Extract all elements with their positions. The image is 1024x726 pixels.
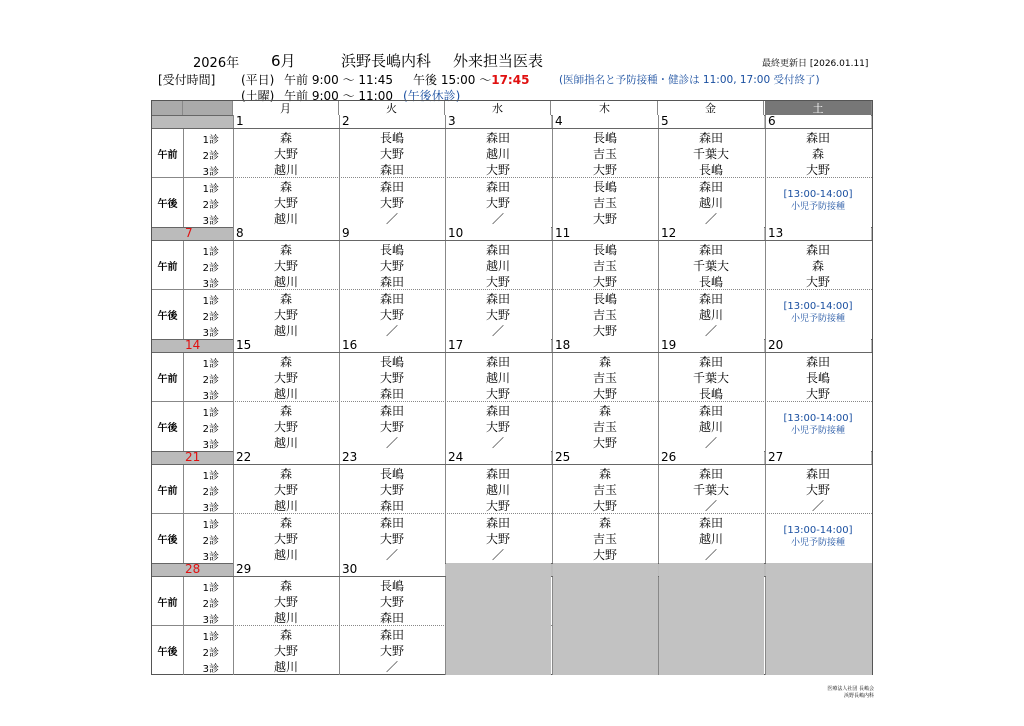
doctor-name: 森田 (379, 163, 404, 177)
doctor-name: 越川 (485, 147, 510, 161)
date-cell: 11 (552, 227, 658, 240)
slot-label: 1診 (202, 184, 219, 195)
doctor-name: 越川 (273, 660, 298, 674)
doctor-name: 森田 (698, 404, 723, 418)
doctor-name: 越川 (273, 548, 298, 562)
doctor-name: 大野 (805, 275, 830, 289)
sunday-date: 28 (185, 562, 201, 576)
day-header: 水 (445, 101, 551, 116)
session-label-am: 午前 (157, 598, 178, 609)
doctor-name: 森 (279, 628, 292, 642)
doctor-name: 大野 (592, 387, 617, 401)
date-cell: 4 (552, 115, 658, 128)
day-header: 木 (552, 101, 658, 116)
doctor-name: 森 (598, 516, 611, 530)
doctor-name: 越川 (485, 259, 510, 273)
date-cell: 23 (339, 451, 445, 464)
grid-line (183, 129, 184, 227)
doctor-name: 大野 (592, 212, 617, 226)
doctor-name: 大野 (485, 163, 510, 177)
date-cell: 20 (765, 339, 871, 352)
doctor-name: 森田 (698, 467, 723, 481)
vaccination-label: 小児予防接種 (790, 538, 845, 548)
doctor-name: 長嶋 (379, 131, 404, 145)
doctor-name: 森田 (379, 275, 404, 289)
slot-label: 1診 (202, 632, 219, 643)
hours-label: [受付時間] (158, 73, 216, 87)
doctor-name: 大野 (592, 436, 617, 450)
doctor-name: 森田 (379, 404, 404, 418)
slot-label: 1診 (202, 359, 219, 370)
slot-label: 2診 (202, 599, 219, 610)
sunday-date: 14 (185, 338, 201, 352)
session-separator (152, 401, 233, 402)
session-label-am: 午前 (157, 374, 178, 385)
doctor-name: 森田 (379, 516, 404, 530)
doctor-name: 長嶋 (592, 292, 617, 306)
date-cell: 10 (445, 227, 551, 240)
slot-label: 3診 (202, 167, 219, 178)
weekday-am-hours: 午前 9:00 ～ 11:45 (284, 73, 393, 87)
doctor-name: ／ (811, 499, 824, 513)
doctor-name: 長嶋 (592, 180, 617, 194)
doctor-name: 大野 (485, 532, 510, 546)
slot-label: 1診 (202, 520, 219, 531)
doctor-name: ／ (385, 212, 398, 226)
doctor-name: 森 (811, 259, 824, 273)
pediatric-vaccination (765, 188, 871, 213)
doctor-name: 大野 (273, 532, 298, 546)
slot-label: 2診 (202, 263, 219, 274)
date-cell: 9 (339, 227, 445, 240)
doctor-name: 吉玉 (592, 371, 617, 385)
doctor-name: 森田 (379, 180, 404, 194)
date-cell: 16 (339, 339, 445, 352)
sunday-date: 21 (185, 450, 201, 464)
doctor-name: 越川 (273, 611, 298, 625)
date-cell: 18 (552, 339, 658, 352)
empty-cell (766, 563, 872, 675)
doctor-name: 森 (279, 355, 292, 369)
slot-label: 3診 (202, 615, 219, 626)
date-cell: 5 (658, 115, 764, 128)
header-corner-session (152, 101, 183, 116)
slot-label: 3診 (202, 440, 219, 451)
doctor-name: 吉玉 (592, 420, 617, 434)
session-label-pm: 午後 (157, 423, 178, 434)
doctor-name: 森 (279, 579, 292, 593)
slot-label: 2診 (202, 375, 219, 386)
doctor-name: 森田 (485, 180, 510, 194)
vaccination-time: [13:00-14:00] (783, 189, 853, 200)
date-cell: 29 (233, 563, 339, 576)
doctor-name: 吉玉 (592, 483, 617, 497)
date-cell: 2 (339, 115, 445, 128)
doctor-name: 森 (811, 147, 824, 161)
doctor-name: 森田 (379, 628, 404, 642)
session-label-pm: 午後 (157, 535, 178, 546)
vaccination-label: 小児予防接種 (790, 426, 845, 436)
doctor-name: 大野 (485, 499, 510, 513)
sunday-date: 7 (185, 226, 193, 240)
doctor-name: ／ (704, 212, 717, 226)
doctor-name: ／ (704, 499, 717, 513)
doctor-name: 大野 (485, 196, 510, 210)
vaccination-time: [13:00-14:00] (783, 301, 853, 312)
doctor-name: 森田 (698, 131, 723, 145)
doctor-name: ／ (491, 436, 504, 450)
schedule-grid (151, 100, 873, 675)
doctor-name: 長嶋 (379, 355, 404, 369)
doctor-name: 大野 (805, 163, 830, 177)
vaccination-label: 小児予防接種 (790, 314, 845, 324)
doctor-name: 森 (279, 467, 292, 481)
date-cell: 26 (658, 451, 764, 464)
date-cell: 8 (233, 227, 339, 240)
doctor-name: ／ (704, 548, 717, 562)
doctor-name: 大野 (485, 308, 510, 322)
slot-label: 1診 (202, 471, 219, 482)
doctor-name: 森田 (379, 292, 404, 306)
doctor-name: 大野 (485, 275, 510, 289)
doctor-name: 大野 (805, 387, 830, 401)
date-cell: 12 (658, 227, 764, 240)
slot-label: 3診 (202, 552, 219, 563)
doctor-name: 大野 (485, 387, 510, 401)
doctor-name: 大野 (805, 483, 830, 497)
doctor-name: 越川 (273, 275, 298, 289)
clinic-name: 浜野長嶋内科 (341, 52, 432, 70)
doctor-name: 越川 (273, 436, 298, 450)
doctor-name: 大野 (592, 275, 617, 289)
saturday-note: (午後休診) (403, 89, 461, 103)
reception-note: (医師指名と予防接種・健診は 11:00, 17:00 受付終了) (559, 74, 820, 86)
doctor-name: 森田 (485, 516, 510, 530)
slot-label: 2診 (202, 200, 219, 211)
slot-label: 3診 (202, 328, 219, 339)
footer (827, 686, 874, 700)
date-cell: 17 (445, 339, 551, 352)
doctor-name: 森田 (485, 404, 510, 418)
day-header: 火 (339, 101, 445, 116)
session-label-pm: 午後 (157, 647, 178, 658)
doctor-name: 大野 (379, 420, 404, 434)
doctor-name: 森田 (485, 131, 510, 145)
slot-label: 3診 (202, 503, 219, 514)
slot-label: 1診 (202, 296, 219, 307)
doctor-name: 大野 (379, 196, 404, 210)
doctor-name: ／ (385, 548, 398, 562)
doctor-name: 森 (279, 292, 292, 306)
date-cell: 30 (339, 563, 445, 576)
footer-clinic: 浜野長嶋内科 (843, 693, 874, 699)
doctor-name: 森田 (805, 355, 830, 369)
doctor-name: 大野 (379, 644, 404, 658)
pediatric-vaccination (765, 524, 871, 549)
grid-line (183, 577, 184, 675)
slot-label: 1診 (202, 135, 219, 146)
slot-label: 1診 (202, 408, 219, 419)
slot-label: 3診 (202, 279, 219, 290)
doctor-name: 大野 (379, 259, 404, 273)
doctor-name: ／ (385, 436, 398, 450)
doctor-name: 長嶋 (592, 131, 617, 145)
empty-cell (553, 563, 658, 675)
doctor-name: 大野 (485, 420, 510, 434)
empty-cell (446, 563, 551, 675)
pediatric-vaccination (765, 300, 871, 325)
date-cell: 15 (233, 339, 339, 352)
doctor-name: 長嶋 (592, 243, 617, 257)
day-header: 土 (765, 101, 872, 116)
doctor-name: 長嶋 (805, 371, 830, 385)
doctor-name: 森 (279, 131, 292, 145)
doctor-name: 森田 (698, 292, 723, 306)
doctor-name: 大野 (592, 548, 617, 562)
doctor-name: 森 (598, 467, 611, 481)
doctor-name: 森田 (698, 516, 723, 530)
slot-label: 2診 (202, 312, 219, 323)
doctor-name: 長嶋 (698, 275, 723, 289)
grid-line (183, 353, 184, 451)
doctor-name: ／ (491, 212, 504, 226)
session-separator (152, 625, 233, 626)
doctor-name: ／ (385, 660, 398, 674)
doctor-name: ／ (385, 324, 398, 338)
doctor-name: 森 (279, 404, 292, 418)
doctor-name: 越川 (698, 308, 723, 322)
doctor-name: 大野 (273, 483, 298, 497)
slot-label: 1診 (202, 583, 219, 594)
doctor-name: 森田 (698, 243, 723, 257)
date-cell: 6 (765, 115, 871, 128)
slot-label: 3診 (202, 391, 219, 402)
saturday-am-hours: 午前 9:00 ～ 11:00 (284, 89, 393, 103)
doctor-name: 森田 (485, 292, 510, 306)
slot-label: 2診 (202, 424, 219, 435)
doctor-name: 森 (598, 404, 611, 418)
vaccination-time: [13:00-14:00] (783, 413, 853, 424)
doctor-name: 森 (279, 243, 292, 257)
date-cell: 13 (765, 227, 871, 240)
doctor-name: 越川 (273, 212, 298, 226)
weekday-tag: (平日) (241, 73, 275, 87)
doctor-name: 大野 (273, 371, 298, 385)
doctor-name: 越川 (698, 196, 723, 210)
last-updated: 最終更新日 [2026.01.11] (762, 59, 869, 69)
doctor-name: 大野 (379, 371, 404, 385)
doctor-name: 森田 (485, 243, 510, 257)
session-label-am: 午前 (157, 262, 178, 273)
doctor-name: 森田 (379, 499, 404, 513)
session-label-pm: 午後 (157, 199, 178, 210)
doctor-name: 長嶋 (379, 467, 404, 481)
doctor-name: 吉玉 (592, 308, 617, 322)
doctor-name: 長嶋 (698, 163, 723, 177)
date-cell: 1 (233, 115, 339, 128)
doctor-name: 森田 (698, 180, 723, 194)
doctor-name: 越川 (485, 371, 510, 385)
session-separator (152, 177, 233, 178)
doctor-name: 大野 (273, 196, 298, 210)
doctor-name: 大野 (379, 483, 404, 497)
doctor-name: 大野 (379, 147, 404, 161)
doctor-name: 長嶋 (379, 243, 404, 257)
doctor-name: 吉玉 (592, 196, 617, 210)
doctor-name: 大野 (379, 595, 404, 609)
session-label-am: 午前 (157, 150, 178, 161)
doctor-name: 森田 (805, 467, 830, 481)
slot-label: 3診 (202, 216, 219, 227)
page-title: 外来担当医表 (453, 52, 544, 70)
slot-label: 2診 (202, 151, 219, 162)
date-cell: 27 (765, 451, 871, 464)
slot-label: 3診 (202, 664, 219, 675)
doctor-name: 越川 (485, 483, 510, 497)
doctor-name: 大野 (379, 532, 404, 546)
doctor-name: 森田 (805, 131, 830, 145)
doctor-name: 吉玉 (592, 259, 617, 273)
doctor-name: 大野 (273, 259, 298, 273)
doctor-name: 千葉大 (692, 483, 729, 497)
doctor-name: 長嶋 (379, 579, 404, 593)
day-header: 月 (233, 101, 339, 116)
doctor-name: 吉玉 (592, 532, 617, 546)
slot-label: 1診 (202, 247, 219, 258)
doctor-name: 大野 (379, 308, 404, 322)
doctor-name: 森 (279, 180, 292, 194)
doctor-name: 吉玉 (592, 147, 617, 161)
doctor-name: 大野 (273, 595, 298, 609)
doctor-name: 森田 (485, 467, 510, 481)
doctor-name: 森田 (698, 355, 723, 369)
doctor-name: 長嶋 (698, 387, 723, 401)
doctor-name: ／ (491, 324, 504, 338)
doctor-name: 森 (598, 355, 611, 369)
doctor-name: 千葉大 (692, 147, 729, 161)
vaccination-label: 小児予防接種 (790, 202, 845, 212)
grid-line (183, 465, 184, 563)
session-label-pm: 午後 (157, 311, 178, 322)
doctor-name: 森田 (379, 387, 404, 401)
date-cell: 3 (445, 115, 551, 128)
weekday-pm-end: 17:45 (491, 73, 530, 87)
header-corner-slot (183, 101, 233, 116)
saturday-tag: (土曜) (241, 89, 275, 103)
doctor-name: 大野 (592, 499, 617, 513)
doctor-name: ／ (491, 548, 504, 562)
doctor-name: 大野 (273, 644, 298, 658)
doctor-name: 森田 (379, 611, 404, 625)
doctor-name: 越川 (273, 499, 298, 513)
doctor-name: ／ (704, 324, 717, 338)
date-cell: 25 (552, 451, 658, 464)
empty-cell (659, 563, 764, 675)
date-cell: 19 (658, 339, 764, 352)
day-header: 金 (658, 101, 764, 116)
doctor-name: ／ (704, 436, 717, 450)
session-separator (152, 513, 233, 514)
weekday-pm-hours (413, 71, 529, 88)
slot-label: 2診 (202, 487, 219, 498)
slot-label: 2診 (202, 648, 219, 659)
footer-org: 医療法人社団 長嶋会 (827, 686, 874, 692)
doctor-name: 森田 (805, 243, 830, 257)
doctor-name: 森 (279, 516, 292, 530)
doctor-name: 森田 (485, 355, 510, 369)
doctor-name: 大野 (273, 147, 298, 161)
session-separator (152, 289, 233, 290)
doctor-name: 千葉大 (692, 259, 729, 273)
grid-line (183, 241, 184, 339)
doctor-name: 大野 (592, 324, 617, 338)
date-cell: 22 (233, 451, 339, 464)
doctor-name: 大野 (273, 308, 298, 322)
session-label-am: 午前 (157, 486, 178, 497)
pediatric-vaccination (765, 412, 871, 437)
doctor-name: 越川 (698, 420, 723, 434)
doctor-name: 越川 (698, 532, 723, 546)
header-month: 6月 (271, 52, 296, 70)
vaccination-time: [13:00-14:00] (783, 525, 853, 536)
date-cell: 24 (445, 451, 551, 464)
header-year: 2026年 (193, 56, 240, 71)
doctor-name: 越川 (273, 387, 298, 401)
doctor-name: 千葉大 (692, 371, 729, 385)
doctor-name: 大野 (592, 163, 617, 177)
doctor-name: 越川 (273, 324, 298, 338)
doctor-name: 越川 (273, 163, 298, 177)
doctor-name: 大野 (273, 420, 298, 434)
weekday-pm-prefix: 午後 15:00 ～ (413, 73, 492, 87)
slot-label: 2診 (202, 536, 219, 547)
